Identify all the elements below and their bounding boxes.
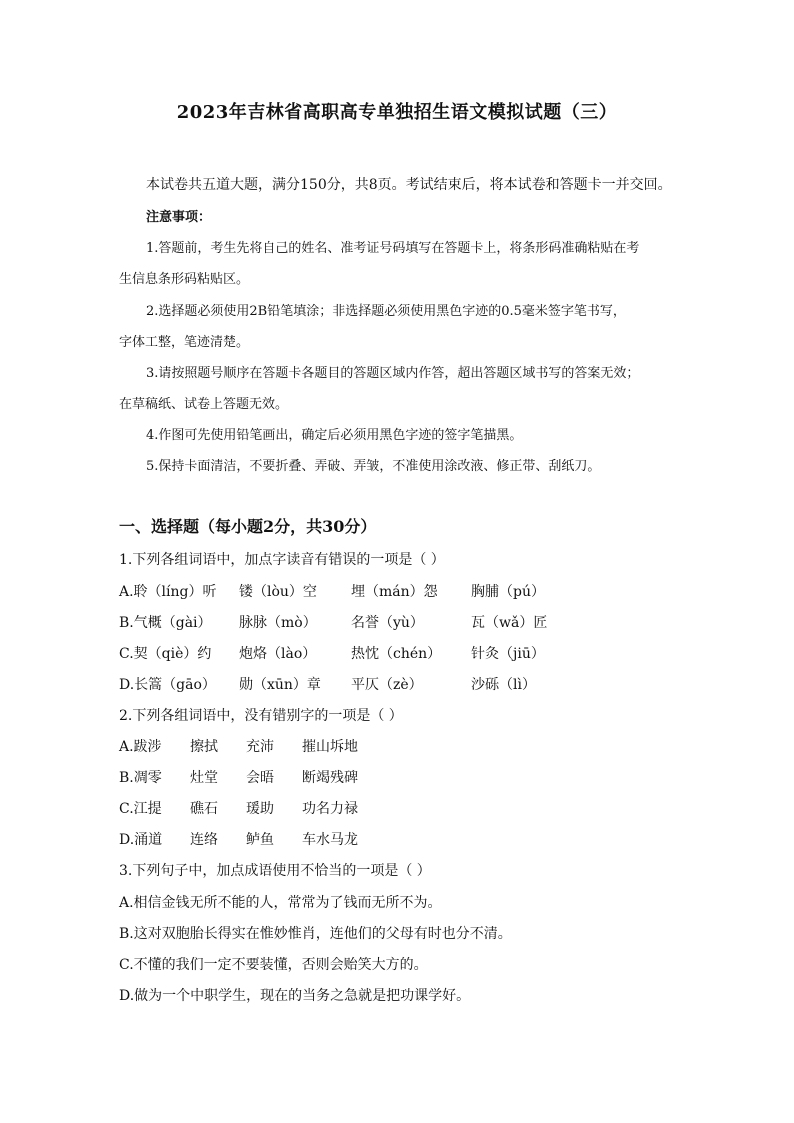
question-stem: 3.下列句子中，加点成语使用不恰当的一项是（ ） — [119, 863, 431, 879]
option-item: 平仄（zè） — [351, 677, 423, 693]
option-item: C.不懂的我们一定不要装懂，否则会贻笑大方的。 — [119, 957, 428, 973]
option-item: 热忱（chén） — [351, 646, 442, 662]
option-item: 脉脉（mò） — [239, 615, 317, 631]
option-item: 埋（mán）怨 — [351, 584, 438, 600]
option-item: 沙砾（lì） — [471, 677, 536, 693]
option-item: 名誉（yù） — [351, 615, 424, 631]
note-line: 生信息条形码粘贴区。 — [119, 272, 250, 287]
notice-heading: 注意事项： — [146, 210, 212, 225]
option-item: 车水马龙 — [302, 832, 358, 848]
note-line: 1.答题前，考生先将自己的姓名、准考证号码填写在答题卡上，将条形码准确粘贴在考 — [146, 241, 640, 256]
option-item: 勋（xūn）章 — [239, 677, 321, 693]
option-item: C.契（qiè）约 — [119, 646, 212, 662]
question-stem: 1.下列各组词语中，加点字读音有错误的一项是（ ） — [119, 552, 445, 568]
option-item: C.江提 — [119, 801, 162, 817]
option-item: A.聆（líng）听 — [119, 584, 217, 600]
exam-intro: 本试卷共五道大题，满分150分，共8页。考试结束后，将本试卷和答题卡一并交回。 — [146, 177, 672, 193]
option-item: 会晤 — [246, 770, 274, 786]
option-item: 镂（lòu）空 — [239, 584, 317, 600]
option-item: 胸脯（pú） — [471, 584, 545, 600]
option-item: D.涌道 — [119, 832, 163, 848]
option-item: 炮烙（lào） — [239, 646, 317, 662]
question-stem: 2.下列各组词语中，没有错别字的一项是（ ） — [119, 708, 403, 724]
option-item: 针灸（jiū） — [471, 646, 545, 662]
option-item: B.这对双胞胎长得实在惟妙惟肖，连他们的父母有时也分不清。 — [119, 926, 512, 942]
option-item: 瓦（wǎ）匠 — [471, 615, 548, 631]
option-item: B.凋零 — [119, 770, 162, 786]
option-item: 断竭残碑 — [302, 770, 358, 786]
option-item: B.气概（gài） — [119, 615, 212, 631]
option-item: 礁石 — [190, 801, 218, 817]
document-title: 2023年吉林省高职高专单独招生语文模拟试题（三） — [176, 102, 618, 123]
note-line: 4.作图可先使用铅笔画出，确定后必须用黑色字迹的签字笔描黑。 — [146, 428, 523, 443]
option-item: 连络 — [190, 832, 218, 848]
option-item: A.跋涉 — [119, 739, 162, 755]
option-item: 充沛 — [246, 739, 274, 755]
option-item: 摧山坼地 — [302, 739, 358, 755]
option-item: 瑗助 — [246, 801, 274, 817]
option-item: 功名力禄 — [302, 801, 358, 817]
option-item: 灶堂 — [190, 770, 218, 786]
option-item: 擦拭 — [190, 739, 218, 755]
note-line: 2.选择题必须使用2B铅笔填涂；非选择题必须使用黑色字迹的0.5毫米签字笔书写， — [146, 304, 626, 319]
option-item: D.长篙（gāo） — [119, 677, 216, 693]
section-title: 一、选择题（每小题2分，共30分） — [119, 517, 377, 536]
note-line: 5.保持卡面清洁，不要折叠、弄破、弄皱，不准使用涂改液、修正带、刮纸刀。 — [146, 459, 601, 474]
note-line: 字体工整，笔迹清楚。 — [119, 335, 250, 350]
note-line: 在草稿纸、试卷上答题无效。 — [119, 397, 289, 412]
option-item: D.做为一个中职学生，现在的当务之急就是把功课学好。 — [119, 988, 471, 1004]
note-line: 3.请按照题号顺序在答题卡各题目的答题区域内作答，超出答题区域书写的答案无效； — [146, 366, 640, 381]
option-item: A.相信金钱无所不能的人，常常为了钱而无所不为。 — [119, 895, 442, 911]
option-item: 鲈鱼 — [246, 832, 274, 848]
